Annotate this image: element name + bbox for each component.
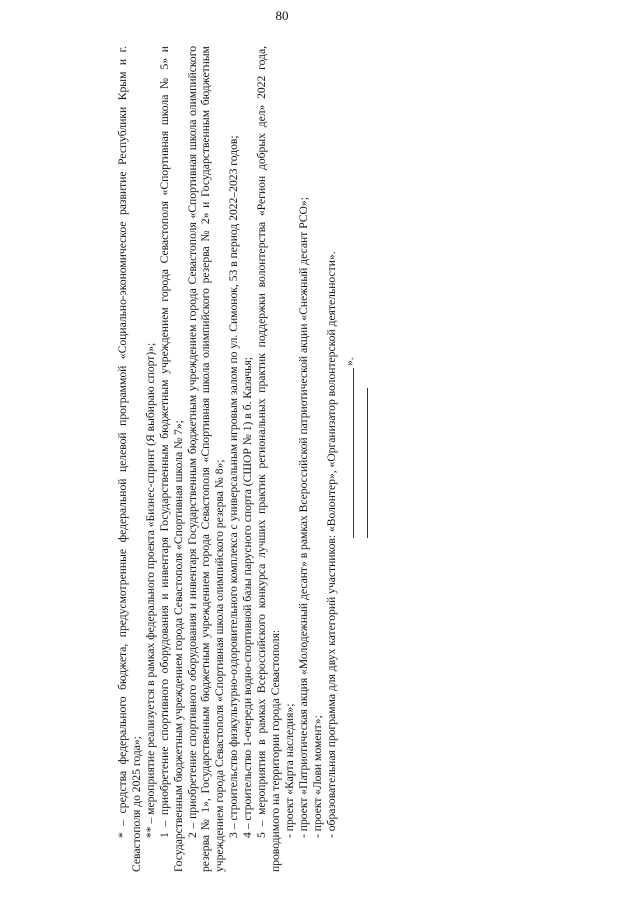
footnote-paragraph: * – средства федерального бюджета, предусмотренные федеральной целевой программой «Социально-экономическое развитие Республики Крым и г. Севастополя до 2025 года»; xyxy=(116,46,143,872)
closing-line xyxy=(367,388,368,538)
closing-mark: ». xyxy=(342,357,356,366)
list-item: - образовательная программа для двух категорий участников: «Волонтер», «Организатор волонтерской деятельности». xyxy=(324,251,338,838)
page-number: 80 xyxy=(275,8,289,23)
footnote-paragraph: 3 – строительство физкультурно-оздоровительного комплекса с универсальным игровым залом по ул. Симонок, 53 в период 2022–2023 годов; xyxy=(227,135,241,838)
footnote-paragraph: 5 – мероприятия в рамках Всероссийского конкурса лучших практик региональных практик поддержки волонтерства «Регион добрых дел» 2022 года, проводимого на территории города Севастополя: xyxy=(255,46,282,872)
list-item: - проект «Патриотическая акция «Молодежный десант» в рамках Всероссийской патриотической акции «Снежный десант РСО»; xyxy=(296,197,310,838)
footnote-paragraph: 4 – строительство 1-очереди водно-спортивной базы парусного спорта (СШОР № 1) в б. Казачья; xyxy=(241,356,255,838)
closing-line xyxy=(353,368,354,538)
rotated-text-block xyxy=(116,46,526,872)
list-item: - проект «Лови момент»; xyxy=(310,715,324,838)
footnote-paragraph: ** – мероприятие реализуется в рамках федерального проекта «Бизнес-спринт (Я выбираю спорт)»; xyxy=(143,342,157,838)
closing-lines xyxy=(342,357,383,538)
footnote-paragraph: 1 – приобретение спортивного оборудования и инвентаря Государственным бюджетным учреждением города Севастополя «Спортивная школа № 5» и Государственным бюджетным учреждением города Севастополя «Спортивная школа № 7»; xyxy=(157,46,185,872)
footnote-paragraph: 2 – приобретение спортивного оборудования и инвентаря Государственным бюджетным учреждением города Севастополя «Спортивная школа олимпийского резерва № 1», Государственным бюджетным учреждением города Севастополя «Спортивная школа олимпийского резерва № 2» и Государственным бюджетным учреждением города Севастополя «Спортивная школа олимпийского резерва № 8»; xyxy=(185,46,227,872)
list-item: - проект «Карта наследия»; xyxy=(282,703,296,838)
